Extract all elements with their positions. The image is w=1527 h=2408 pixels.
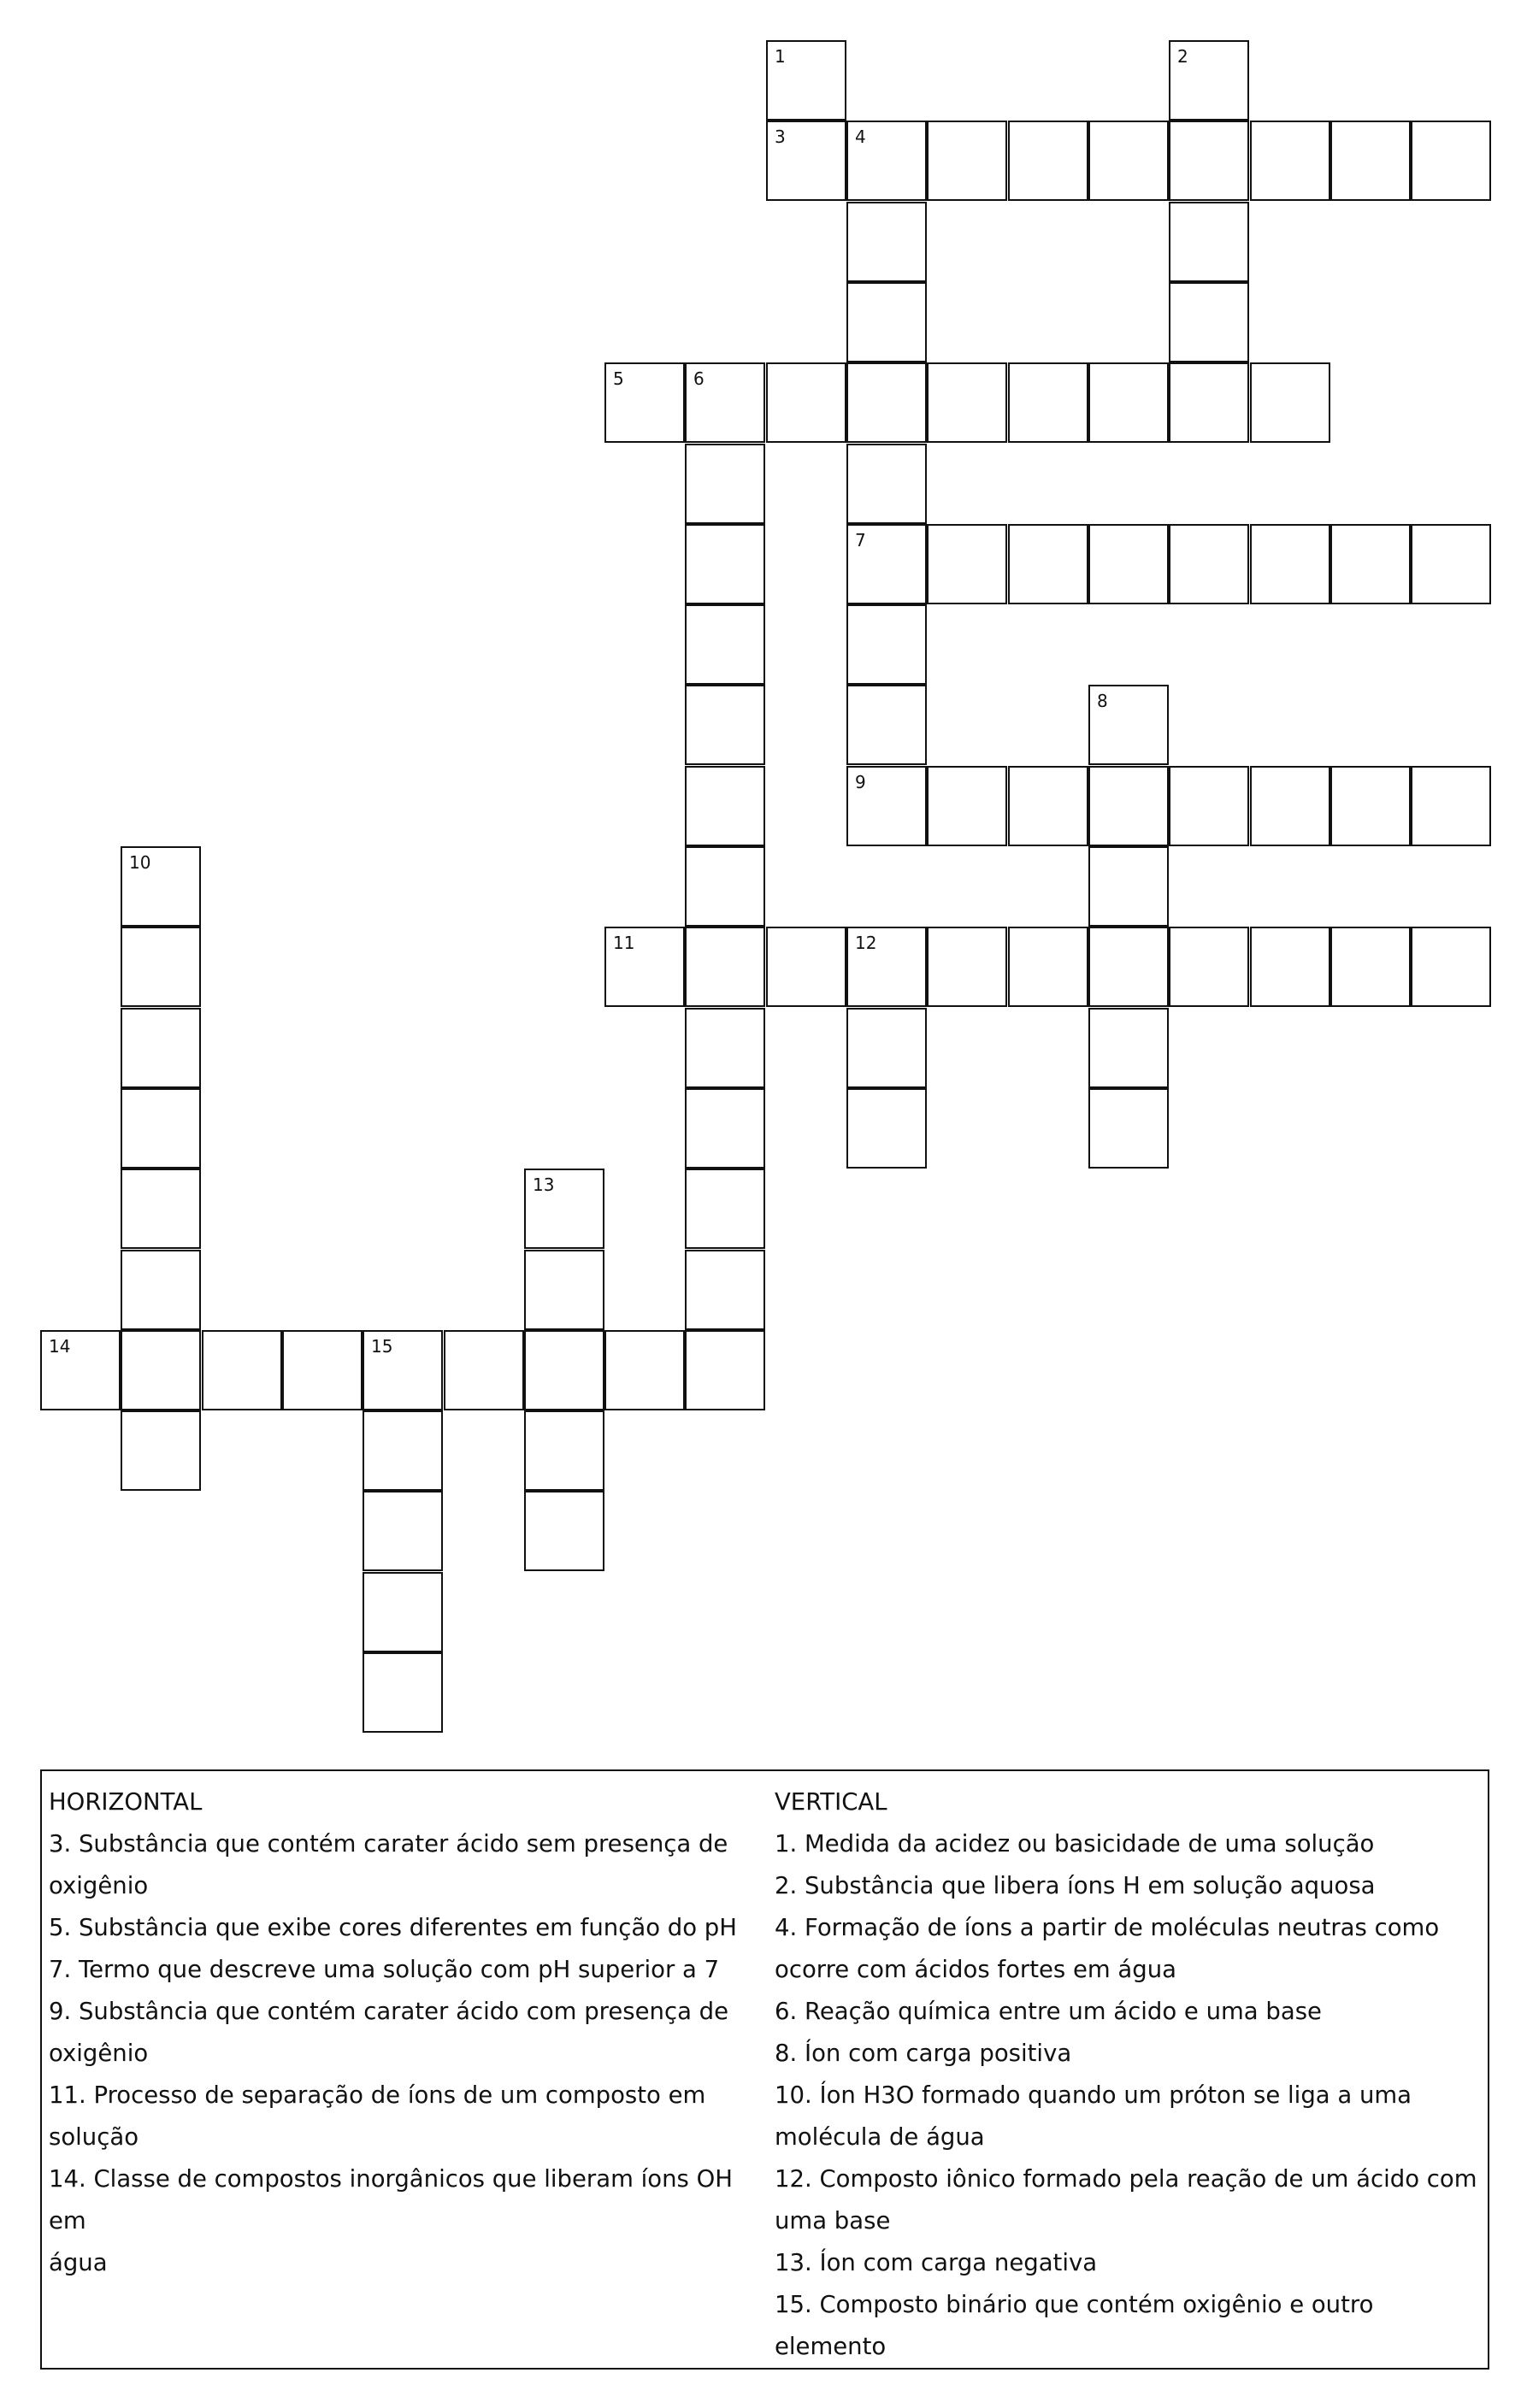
letter-cell[interactable] — [1169, 927, 1249, 1007]
letter-cell[interactable] — [685, 362, 765, 443]
clue-line: 5. Substância que exibe cores diferentes em função do pH — [49, 1914, 737, 1941]
clue-line: 8. Íon com carga positiva — [775, 2040, 1072, 2067]
clue-line: 9. Substância que contém carater ácido com presença de — [49, 1998, 729, 2025]
clue-number: 9 — [855, 772, 866, 792]
letter-cell[interactable] — [927, 927, 1007, 1007]
clue-number: 14 — [49, 1336, 71, 1357]
letter-cell[interactable] — [524, 1169, 604, 1249]
clue-line: ocorre com ácidos fortes em água — [775, 1956, 1177, 1983]
letter-cell[interactable] — [1008, 362, 1088, 443]
letter-cell[interactable] — [685, 766, 765, 846]
clue-number: 5 — [613, 368, 624, 389]
letter-cell[interactable] — [524, 1330, 604, 1410]
letter-cell[interactable] — [444, 1330, 524, 1410]
clue-number: 3 — [775, 127, 786, 147]
clue-line: 15. Composto binário que contém oxigênio e outro elemento — [775, 2291, 1374, 2360]
letter-cell[interactable] — [927, 524, 1007, 604]
letter-cell[interactable] — [121, 1250, 201, 1330]
letter-cell[interactable] — [121, 927, 201, 1007]
letter-cell[interactable] — [1008, 524, 1088, 604]
letter-cell[interactable] — [766, 40, 846, 121]
clue-number: 11 — [613, 933, 635, 953]
letter-cell[interactable] — [1169, 121, 1249, 201]
letter-cell[interactable] — [1330, 121, 1411, 201]
clue-line: oxigênio — [49, 2040, 149, 2067]
letter-cell[interactable] — [1008, 927, 1088, 1007]
clue-line: uma base — [775, 2207, 891, 2234]
letter-cell[interactable] — [685, 444, 765, 524]
clue-line: 10. Íon H3O formado quando um próton se liga a uma — [775, 2081, 1412, 2109]
letter-cell[interactable] — [685, 1250, 765, 1330]
clue-line: 2. Substância que libera íons H em solução aquosa — [775, 1872, 1376, 1899]
letter-cell[interactable] — [1088, 685, 1169, 765]
clue-line: solução — [49, 2123, 139, 2151]
letter-cell[interactable] — [40, 1330, 121, 1410]
clue-number: 6 — [693, 368, 705, 389]
letter-cell[interactable] — [1088, 846, 1169, 927]
letter-cell[interactable] — [202, 1330, 282, 1410]
letter-cell[interactable] — [1250, 362, 1330, 443]
letter-cell[interactable] — [282, 1330, 363, 1410]
letter-cell[interactable] — [1169, 202, 1249, 282]
letter-cell[interactable] — [1330, 766, 1411, 846]
letter-cell[interactable] — [846, 121, 927, 201]
letter-cell[interactable] — [121, 1410, 201, 1491]
clue-line: 13. Íon com carga negativa — [775, 2249, 1098, 2276]
clue-line: 3. Substância que contém carater ácido sem presença de — [49, 1830, 728, 1858]
letter-cell[interactable] — [766, 121, 846, 201]
letter-cell[interactable] — [766, 362, 846, 443]
letter-cell[interactable] — [685, 1169, 765, 1249]
letter-cell[interactable] — [685, 524, 765, 604]
letter-cell[interactable] — [846, 604, 927, 685]
letter-cell[interactable] — [685, 685, 765, 765]
letter-cell[interactable] — [927, 362, 1007, 443]
letter-cell[interactable] — [846, 282, 927, 362]
clue-number: 1 — [775, 46, 786, 67]
clue-list — [40, 1769, 1489, 2370]
horizontal-clues — [49, 1781, 741, 2284]
letter-cell[interactable] — [685, 1088, 765, 1169]
letter-cell[interactable] — [846, 444, 927, 524]
clue-number: 8 — [1097, 691, 1108, 711]
letter-cell[interactable] — [927, 121, 1007, 201]
letter-cell[interactable] — [766, 927, 846, 1007]
letter-cell[interactable] — [121, 1169, 201, 1249]
letter-cell[interactable] — [685, 1330, 765, 1410]
clue-number: 2 — [1177, 46, 1188, 67]
letter-cell[interactable] — [363, 1652, 443, 1733]
letter-cell[interactable] — [1411, 524, 1491, 604]
letter-cell[interactable] — [121, 1008, 201, 1088]
clue-number: 10 — [129, 852, 151, 873]
letter-cell[interactable] — [1169, 40, 1249, 121]
letter-cell[interactable] — [846, 362, 927, 443]
clue-line: 1. Medida da acidez ou basicidade de uma solução — [775, 1830, 1375, 1858]
letter-cell[interactable] — [1250, 121, 1330, 201]
letter-cell[interactable] — [1088, 1088, 1169, 1169]
clue-number: 13 — [533, 1175, 555, 1195]
letter-cell[interactable] — [524, 1491, 604, 1571]
letter-cell[interactable] — [1169, 282, 1249, 362]
letter-cell[interactable] — [846, 1008, 927, 1088]
letter-cell[interactable] — [1088, 362, 1169, 443]
letter-cell[interactable] — [363, 1491, 443, 1571]
letter-cell[interactable] — [685, 1008, 765, 1088]
letter-cell[interactable] — [363, 1330, 443, 1410]
vertical-heading: VERTICAL — [775, 1788, 887, 1816]
horizontal-heading: HORIZONTAL — [49, 1788, 203, 1816]
letter-cell[interactable] — [1088, 121, 1169, 201]
letter-cell[interactable] — [1008, 766, 1088, 846]
clue-line: água — [49, 2249, 108, 2276]
letter-cell[interactable] — [846, 1088, 927, 1169]
letter-cell[interactable] — [1088, 927, 1169, 1007]
letter-cell[interactable] — [1330, 524, 1411, 604]
clue-number: 12 — [855, 933, 877, 953]
letter-cell[interactable] — [1088, 524, 1169, 604]
letter-cell[interactable] — [1088, 766, 1169, 846]
letter-cell[interactable] — [604, 1330, 685, 1410]
letter-cell[interactable] — [685, 846, 765, 927]
clue-number: 4 — [855, 127, 866, 147]
letter-cell[interactable] — [685, 927, 765, 1007]
clue-line: 14. Classe de compostos inorgânicos que liberam íons OH em — [49, 2165, 733, 2234]
letter-cell[interactable] — [846, 524, 927, 604]
letter-cell[interactable] — [1169, 524, 1249, 604]
letter-cell[interactable] — [1411, 927, 1491, 1007]
letter-cell[interactable] — [1169, 766, 1249, 846]
letter-cell[interactable] — [121, 1088, 201, 1169]
letter-cell[interactable] — [121, 1330, 201, 1410]
letter-cell[interactable] — [1088, 1008, 1169, 1088]
letter-cell[interactable] — [121, 846, 201, 927]
letter-cell[interactable] — [846, 766, 927, 846]
letter-cell[interactable] — [685, 604, 765, 685]
letter-cell[interactable] — [1330, 927, 1411, 1007]
letter-cell[interactable] — [524, 1250, 604, 1330]
letter-cell[interactable] — [846, 927, 927, 1007]
clue-line: 12. Composto iônico formado pela reação de um ácido com — [775, 2165, 1477, 2193]
letter-cell[interactable] — [363, 1572, 443, 1652]
vertical-clues — [775, 1781, 1484, 2368]
letter-cell[interactable] — [604, 362, 685, 443]
letter-cell[interactable] — [1169, 362, 1249, 443]
letter-cell[interactable] — [524, 1410, 604, 1491]
letter-cell[interactable] — [846, 685, 927, 765]
letter-cell[interactable] — [1250, 766, 1330, 846]
clue-line: oxigênio — [49, 1872, 149, 1899]
letter-cell[interactable] — [1250, 927, 1330, 1007]
letter-cell[interactable] — [1008, 121, 1088, 201]
letter-cell[interactable] — [1250, 524, 1330, 604]
clue-line: 11. Processo de separação de íons de um composto em — [49, 2081, 706, 2109]
letter-cell[interactable] — [927, 766, 1007, 846]
clue-number: 7 — [855, 530, 866, 550]
letter-cell[interactable] — [1411, 766, 1491, 846]
clue-line: molécula de água — [775, 2123, 985, 2151]
clue-line: 7. Termo que descreve uma solução com pH superior a 7 — [49, 1956, 720, 1983]
clue-line: 6. Reação química entre um ácido e uma base — [775, 1998, 1322, 2025]
letter-cell[interactable] — [363, 1410, 443, 1491]
clue-line: 4. Formação de íons a partir de moléculas neutras como — [775, 1914, 1440, 1941]
clue-number: 15 — [371, 1336, 393, 1357]
letter-cell[interactable] — [604, 927, 685, 1007]
letter-cell[interactable] — [1411, 121, 1491, 201]
letter-cell[interactable] — [846, 202, 927, 282]
